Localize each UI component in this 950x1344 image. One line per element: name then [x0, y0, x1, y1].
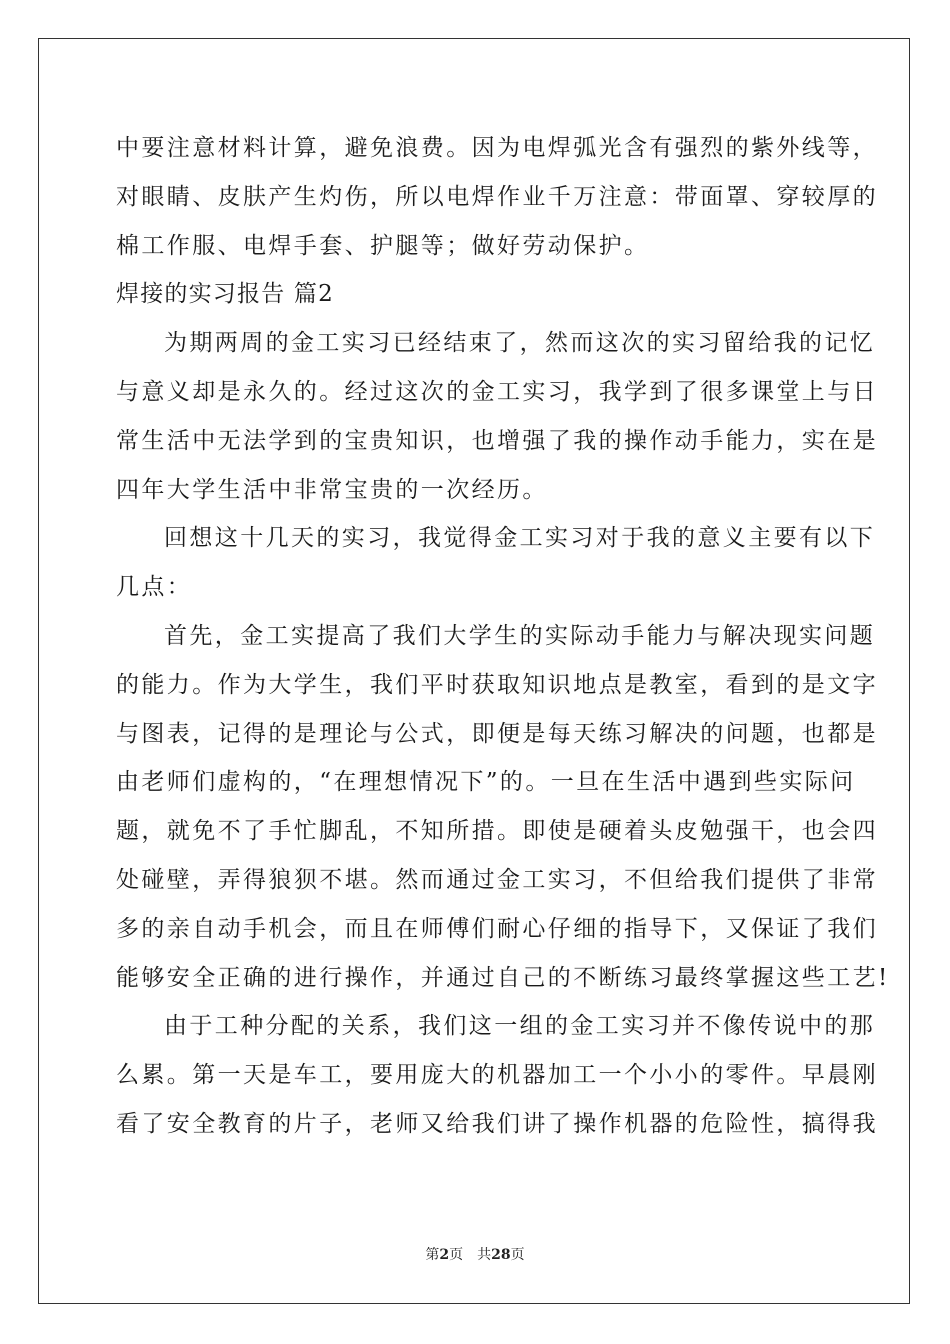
text-line: 与意义却是永久的。经过这次的金工实习，我学到了很多课堂上与日 — [116, 378, 878, 405]
text-line: 多的亲自动手机会，而且在师傅们耐心仔细的指导下，又保证了我们 — [116, 915, 878, 942]
text-line: 题，就免不了手忙脚乱，不知所措。即使是硬着头皮勉强干，也会四 — [116, 818, 878, 845]
text-line: 处碰壁，弄得狼狈不堪。然而通过金工实习，不但给我们提供了非常 — [116, 866, 878, 893]
footer-mid: 页 共 — [449, 1247, 492, 1263]
text-line: 为期两周的金工实习已经结束了，然而这次的实习留给我的记忆 — [164, 330, 876, 357]
document-body — [116, 124, 890, 1149]
text-line: 首先，金工实提高了我们大学生的实际动手能力与解决现实问题 — [164, 622, 876, 649]
text-line: 能够安全正确的进行操作，并通过自己的不断练习最终掌握这些工艺! — [116, 964, 890, 991]
current-page-number: 2 — [439, 1247, 450, 1263]
text-line: 常生活中无法学到的宝贵知识，也增强了我的操作动手能力，实在是 — [116, 427, 878, 454]
text-line: 么累。第一天是车工，要用庞大的机器加工一个小小的零件。早晨刚 — [116, 1062, 878, 1089]
text-line: 由于工种分配的关系，我们这一组的金工实习并不像传说中的那 — [164, 1013, 876, 1040]
text-line: 的能力。作为大学生，我们平时获取知识地点是教室，看到的是文字 — [116, 671, 878, 698]
page-footer — [0, 1244, 950, 1264]
text-line: 回想这十几天的实习，我觉得金工实习对于我的意义主要有以下 — [164, 525, 876, 552]
text-line: 几点： — [116, 574, 193, 601]
text-line: 看了安全教育的片子，老师又给我们讲了操作机器的危险性，搞得我 — [116, 1110, 878, 1137]
total-page-count: 28 — [491, 1247, 511, 1263]
footer-suffix: 页 — [510, 1247, 525, 1263]
text-line: 中要注意材料计算，避免浪费。因为电焊弧光含有强烈的紫外线等， — [116, 135, 878, 161]
text-line: 对眼睛、皮肤产生灼伤，所以电焊作业千万注意：带面罩、穿较厚的 — [116, 183, 878, 210]
text-line: 四年大学生活中非常宝贵的一次经历。 — [116, 476, 548, 503]
footer-prefix: 第 — [425, 1247, 440, 1263]
text-line: 由老师们虚构的，“在理想情况下”的。一旦在生活中遇到些实际问 — [116, 769, 856, 796]
text-line: 棉工作服、电焊手套、护腿等；做好劳动保护。 — [116, 232, 650, 259]
text-line: 与图表，记得的是理论与公式，即便是每天练习解决的问题，也都是 — [116, 720, 878, 747]
section-heading: 焊接的实习报告 篇2 — [116, 281, 334, 308]
